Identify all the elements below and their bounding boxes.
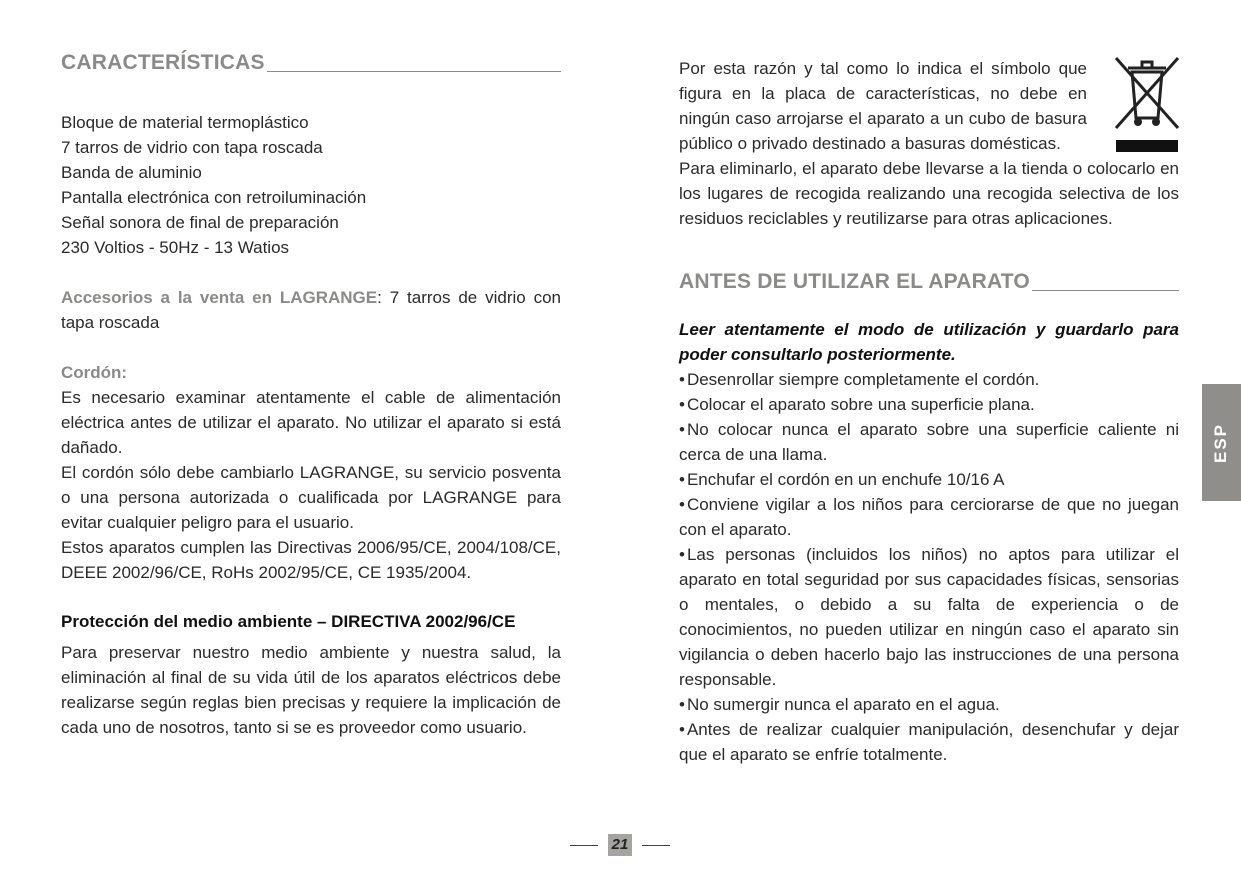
left-column <box>61 50 561 740</box>
page-number-rule <box>642 845 670 846</box>
accesorios-paragraph <box>61 285 561 335</box>
language-tab-label: ESP <box>1211 422 1231 463</box>
bullet-item: • Enchufar el cordón en un enchufe 10/16 A <box>679 470 1005 489</box>
page-number-rule <box>570 845 598 846</box>
feature-item: Banda de aluminio <box>61 163 202 182</box>
language-tab <box>1202 384 1241 501</box>
bullet-item: • Conviene vigilar a los niños para cerciorarse de que no juegan con el aparato. <box>679 495 1179 539</box>
heading-rule <box>1032 290 1179 291</box>
bullet-item: • No colocar nunca el aparato sobre una superficie caliente ni cerca de una llama. <box>679 420 1179 464</box>
antes-title: ANTES DE UTILIZAR EL APARATO <box>679 270 1030 293</box>
right-column <box>679 56 1179 767</box>
antes-heading <box>679 269 1179 295</box>
bullet-item: • Antes de realizar cualquier manipulación, desenchufar y dejar que el aparato se enfríe totalmente. <box>679 720 1179 764</box>
caracteristicas-heading <box>61 50 561 76</box>
feature-item: 7 tarros de vidrio con tapa roscada <box>61 138 323 157</box>
bullet-item: • Colocar el aparato sobre una superficie plana. <box>679 395 1035 414</box>
heading-rule <box>267 71 561 72</box>
features-list <box>61 110 561 260</box>
disposal-paragraph-1: Por esta razón y tal como lo indica el símbolo que figura en la placa de características, no debe en ningún caso arrojarse el aparato a un cubo de basura público o privado destinado a basuras domésticas. <box>679 59 1087 153</box>
accesorios-label: Accesorios a la venta en LAGRANGE <box>61 288 378 307</box>
proteccion-title: Protección del medio ambiente – DIRECTIVA 2002/96/CE <box>61 612 516 631</box>
feature-item: Bloque de material termoplástico <box>61 113 309 132</box>
cordon-paragraph-2: El cordón sólo debe cambiarlo LAGRANGE, su servicio posventa o una persona autorizada o cualificada por LAGRANGE para evitar cualquier peligro para el usuario. <box>61 463 561 532</box>
cordon-label: Cordón: <box>61 363 128 382</box>
bullet-item: • No sumergir nunca el aparato en el agua. <box>679 695 1000 714</box>
bullet-item: • Desenrollar siempre completamente el cordón. <box>679 370 1040 389</box>
page-number-value: 21 <box>608 834 633 856</box>
accesorios-text: : 7 tarros de vidrio con tapa roscada <box>61 288 561 332</box>
feature-item: Señal sonora de final de preparación <box>61 213 339 232</box>
bullet-item: • Las personas (incluidos los niños) no aptos para utilizar el aparato en total seguridad por sus capacidades físicas, sensorias o mentales, o debido a su falta de experiencia o de conocimientos, no pueden utilizar en ningún caso el aparato sin vigilancia o deben hacerlo bajo las instrucciones de una persona responsable. <box>679 545 1179 689</box>
proteccion-paragraph: Para preservar nuestro medio ambiente y nuestra salud, la eliminación al final de su vida útil de los aparatos eléctricos debe realizarse según reglas bien precisas y requiere la implicación de cada uno de nosotros, tanto si se es proveedor como usuario. <box>61 643 561 737</box>
page-number <box>560 833 680 857</box>
intro-instructions: Leer atentamente el modo de utilización y guardarlo para poder consultarlo posteriormente. <box>679 320 1179 364</box>
cordon-paragraph-3: Estos aparatos cumplen las Directivas 2006/95/CE, 2004/108/CE, DEEE 2002/96/CE, RoHs 2002/95/CE, CE 1935/2004. <box>61 538 561 582</box>
feature-item: 230 Voltios - 50Hz - 13 Watios <box>61 238 290 257</box>
feature-item: Pantalla electrónica con retroiluminación <box>61 188 367 207</box>
disposal-paragraph-2: Para eliminarlo, el aparato debe llevarse a la tienda o colocarlo en los lugares de recogida realizando una recogida selectiva de los residuos reciclables y reutilizarse para otras aplicaciones. <box>679 159 1179 228</box>
caracteristicas-title: CARACTERÍSTICAS <box>61 51 265 74</box>
cordon-paragraph-1: Es necesario examinar atentamente el cable de alimentación eléctrica antes de utilizar el aparato. No utilizar el aparato si está dañado. <box>61 388 561 457</box>
